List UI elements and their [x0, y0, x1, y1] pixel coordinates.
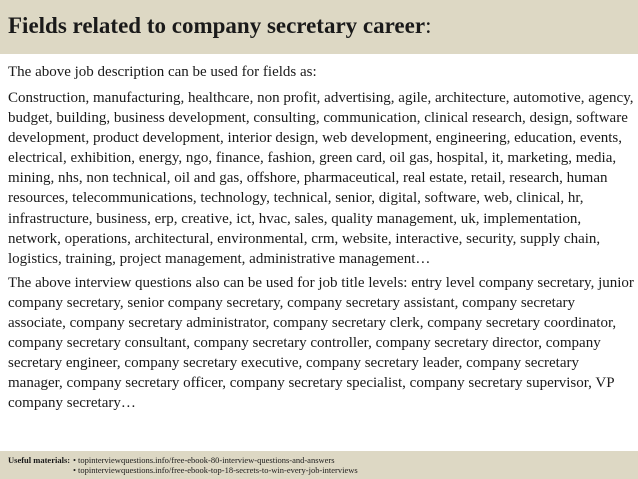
footer-link-text: topinterviewquestions.info/free-ebook-top-18-secrets-to-win-every-job-interviews — [77, 465, 358, 475]
intro-sentence: The above job description can be used for fields as: — [8, 64, 317, 80]
title-bar — [0, 0, 638, 54]
footer-link-ebook-80-questions[interactable] — [73, 455, 358, 465]
footer-links — [73, 455, 358, 475]
footer-label: Useful materials: — [8, 455, 71, 465]
footer-link-text: topinterviewquestions.info/free-ebook-80-interview-questions-and-answers — [77, 455, 335, 465]
bullet-icon: • — [73, 465, 76, 475]
slide-title-colon: : — [425, 13, 432, 38]
slide-title — [8, 12, 431, 40]
fields-paragraph: Construction, manufacturing, healthcare, non profit, advertising, agile, architecture, automotive, agency, budget, building, business development, consulting, communication, clinical research, design, software development, product development, interior design, web development, engineering, education, events, electrical, exhibition, energy, ngo, finance, fashion, green card, oil gas, hospital, it, marketing, media, mining, nhs, non technical, oil and gas, offshore, pharmaceutical, real estate, retail, research, human resources, telecommunications, technology, technical, senior, digital, software, web, clinical, hr, infrastructure, business, erp, creative, ict, hvac, sales, quality management, uk, implementation, network, operations, architectural, environmental, crm, website, interactive, security, supply chain, logistics, training, project management, administrative management… — [8, 90, 634, 267]
footer-link-ebook-18-secrets[interactable] — [73, 465, 358, 475]
job-levels-paragraph: The above interview questions also can be used for job title levels: entry level company secretary, junior company secretary, senior company secretary, company secretary assistant, company secretary associate, company secretary administrator, company secretary clerk, company secretary coordinator, company secretary consultant, company secretary controller, company secretary director, company secretary engineer, company secretary executive, company secretary leader, company secretary manager, company secretary officer, company secretary specialist, company secretary supervisor, VP company secretary… — [8, 274, 634, 412]
bullet-icon: • — [73, 455, 76, 465]
slide-content — [8, 62, 634, 418]
slide-title-text: Fields related to company secretary career — [8, 13, 426, 38]
footer-bar — [0, 451, 638, 479]
